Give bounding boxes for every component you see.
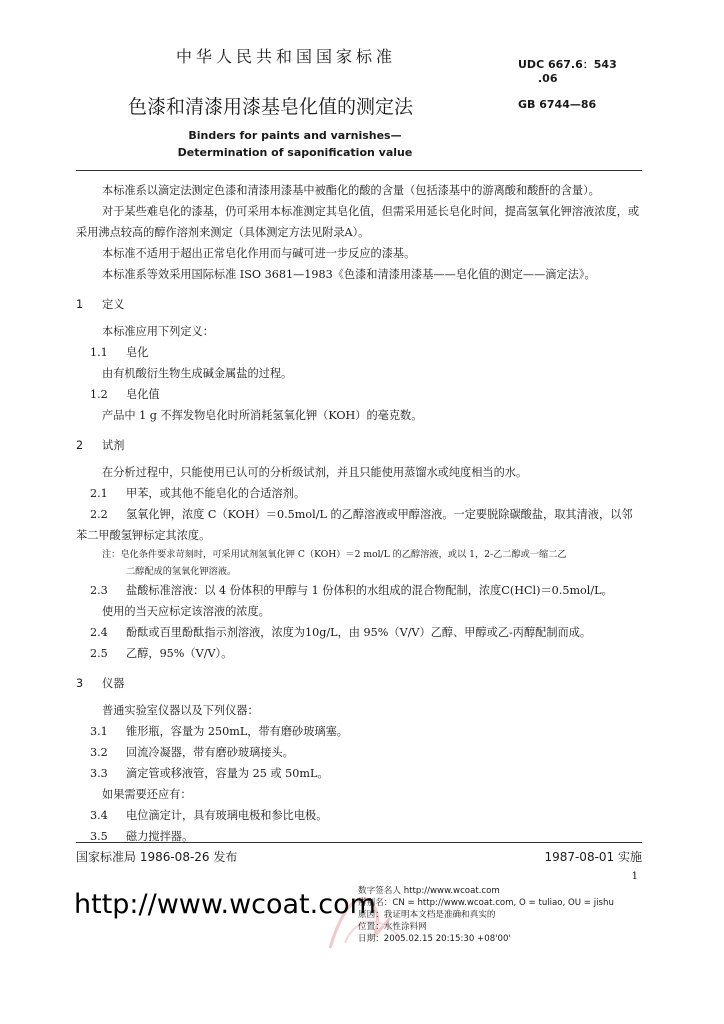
clause-3-4-number: 3.4 (90, 809, 108, 822)
clause-3-5-number: 3.5 (90, 830, 108, 843)
clause-3-1 (76, 721, 642, 742)
section-1-number: 1 (76, 298, 84, 311)
section-1-title: 定义 (102, 298, 125, 311)
clause-2-5-number: 2.5 (90, 647, 108, 660)
note-line-1: 注：皂化条件要求苛刻时，可采用试剂氢氧化钾 C（KOH）＝2 mol/L 的乙醇溶液，或以 1，2-乙二醇或一缩二乙 (102, 549, 567, 560)
udc-line-1: UDC 667.6：543 (518, 58, 617, 71)
clause-2-3-text-2: 使用的当天应标定该溶液的浓度。 (102, 605, 270, 618)
clause-3-4-text: 电位滴定计，具有玻璃电极和参比电极。 (126, 809, 328, 822)
gb-number: GB 6744—86 (518, 98, 597, 111)
section-2-title: 试剂 (102, 439, 125, 452)
clause-2-1-text: 甲苯，或其他不能皂化的合适溶剂。 (126, 487, 306, 500)
section-3-heading (76, 673, 642, 694)
english-title-line-1: Binders for paints and varnishes— (188, 129, 402, 142)
page-number: 1 (631, 871, 638, 882)
english-title-line-2: Determination of saponification value (177, 146, 413, 159)
clause-3-1-number: 3.1 (90, 725, 108, 738)
section-2-number: 2 (76, 439, 84, 452)
signature-line-5: 日期：2005.02.15 20:15:30 +08'00' (358, 934, 511, 944)
udc-line-2: .06 (538, 72, 558, 85)
clause-2-2 (76, 504, 642, 546)
signature-line-1: 数字签名人 http://www.wcoat.com (358, 886, 500, 896)
udc-code (518, 58, 617, 86)
english-title (0, 127, 590, 161)
header-org: 中华人民共和国国家标准 (176, 47, 397, 66)
clause-2-4-number: 2.4 (90, 626, 108, 639)
clause-2-1 (76, 483, 642, 504)
signature-line-3: 原因：我证明本文档是准确和真实的 (358, 910, 496, 920)
clause-1-1-text: 由有机酸衍生物生成碱金属盐的过程。 (102, 367, 293, 380)
intro-paragraph-2: 对于某些难皂化的漆基，仍可采用本标准测定其皂化值，但需采用延长皂化时间，提高氢氧化钾溶液浓度，或采用沸点较高的醇作溶剂来测定（具体测定方法见附录A）。 (76, 205, 640, 239)
clause-1-2-text: 产品中 1 g 不挥发物皂化时所消耗氢氧化钾（KOH）的毫克数。 (102, 409, 423, 422)
issue-date: 国家标准局 1986-08-26 发布 (76, 850, 238, 864)
clause-3-2 (76, 742, 642, 763)
clause-3-3-number: 3.3 (90, 767, 108, 780)
document-body (76, 180, 642, 847)
clause-2-4-text: 酚酞或百里酚酞指示剂溶液，浓度为10g/L，由 95%（V/V）乙醇、甲醇或乙-丙醇配制而成。 (126, 626, 592, 639)
signature-line-2: 辨别名：CN = http://www.wcoat.com, O = tuliao, OU = jishu (358, 898, 614, 908)
note-line-2: 二醇配成的氢氧化钾溶液。 (126, 566, 237, 577)
clause-1-1-title: 皂化 (126, 346, 149, 359)
clause-3-5-text: 磁力搅拌器。 (126, 830, 194, 843)
clause-1-1-number: 1.1 (90, 346, 108, 359)
clause-2-5-text: 乙醇，95%（V/V）。 (126, 647, 233, 660)
clause-1-2-number: 1.2 (90, 388, 108, 401)
document-title: 色漆和清漆用漆基皂化值的测定法 (128, 96, 414, 118)
clause-3-5 (76, 826, 642, 847)
section-3-number: 3 (76, 677, 84, 690)
digital-signature (358, 885, 614, 945)
clause-2-2-number: 2.2 (90, 508, 108, 521)
intro-paragraph-3: 本标准不适用于超出正常皂化作用而与碱可进一步反应的漆基。 (102, 247, 416, 260)
intro-paragraph-4: 本标准系等效采用国际标准 ISO 3681—1983《色漆和清漆用漆基——皂化值的测定——滴定法》。 (102, 268, 596, 281)
clause-3-1-text: 锥形瓶，容量为 250mL，带有磨砂玻璃塞。 (126, 725, 348, 738)
clause-3-4 (76, 805, 642, 826)
clause-2-5 (76, 643, 642, 664)
section-3-title: 仪器 (102, 677, 125, 690)
clause-2-3 (76, 580, 642, 601)
section-2-heading (76, 435, 642, 456)
section-3-lead: 普通实验室仪器以及下列仪器： (102, 704, 259, 717)
section-1-lead: 本标准应用下列定义： (102, 325, 214, 338)
footer-divider (76, 842, 642, 843)
section-1-heading (76, 294, 642, 315)
clause-2-1-number: 2.1 (90, 487, 108, 500)
clause-2-3-text: 盐酸标准溶液：以 4 份体积的甲醇与 1 份体积的水组成的混合物配制，浓度C(HCl)＝0.5mol/L。 (126, 584, 613, 597)
watermark-url[interactable]: http://www.wcoat.com (74, 889, 376, 920)
clause-3-2-number: 3.2 (90, 746, 108, 759)
clause-1-2-title: 皂化值 (126, 388, 160, 401)
section-2-lead: 在分析过程中，只能使用已认可的分析级试剂，并且只能使用蒸馏水或纯度相当的水。 (102, 466, 528, 479)
clause-3-3-text: 滴定管或移液管，容量为 25 或 50mL。 (126, 767, 329, 780)
clause-2-2-text: 氢氧化钾，浓度 C（KOH）＝0.5mol/L 的乙醇溶液或甲醇溶液。一定要脱除碳酸盐，取其清液，以邻苯二甲酸氢钾标定其浓度。 (76, 508, 633, 542)
intro-paragraph-1: 本标准系以滴定法测定色漆和清漆用漆基中被酯化的酸的含量（包括漆基中的游离酸和酸酐的含量）。 (102, 184, 600, 197)
clause-1-2 (76, 384, 642, 405)
clause-2-4 (76, 622, 642, 643)
effective-date: 1987-08-01 实施 (544, 850, 642, 864)
clause-2-3-number: 2.3 (90, 584, 108, 597)
clause-3-2-text: 回流冷凝器，带有磨砂玻璃接头。 (126, 746, 294, 759)
signature-line-4: 位置：水性涂料网 (358, 922, 427, 932)
header-divider (76, 170, 642, 171)
clause-1-1 (76, 342, 642, 363)
section-3-extra: 如果需要还应有： (102, 788, 192, 801)
clause-3-3 (76, 763, 642, 784)
